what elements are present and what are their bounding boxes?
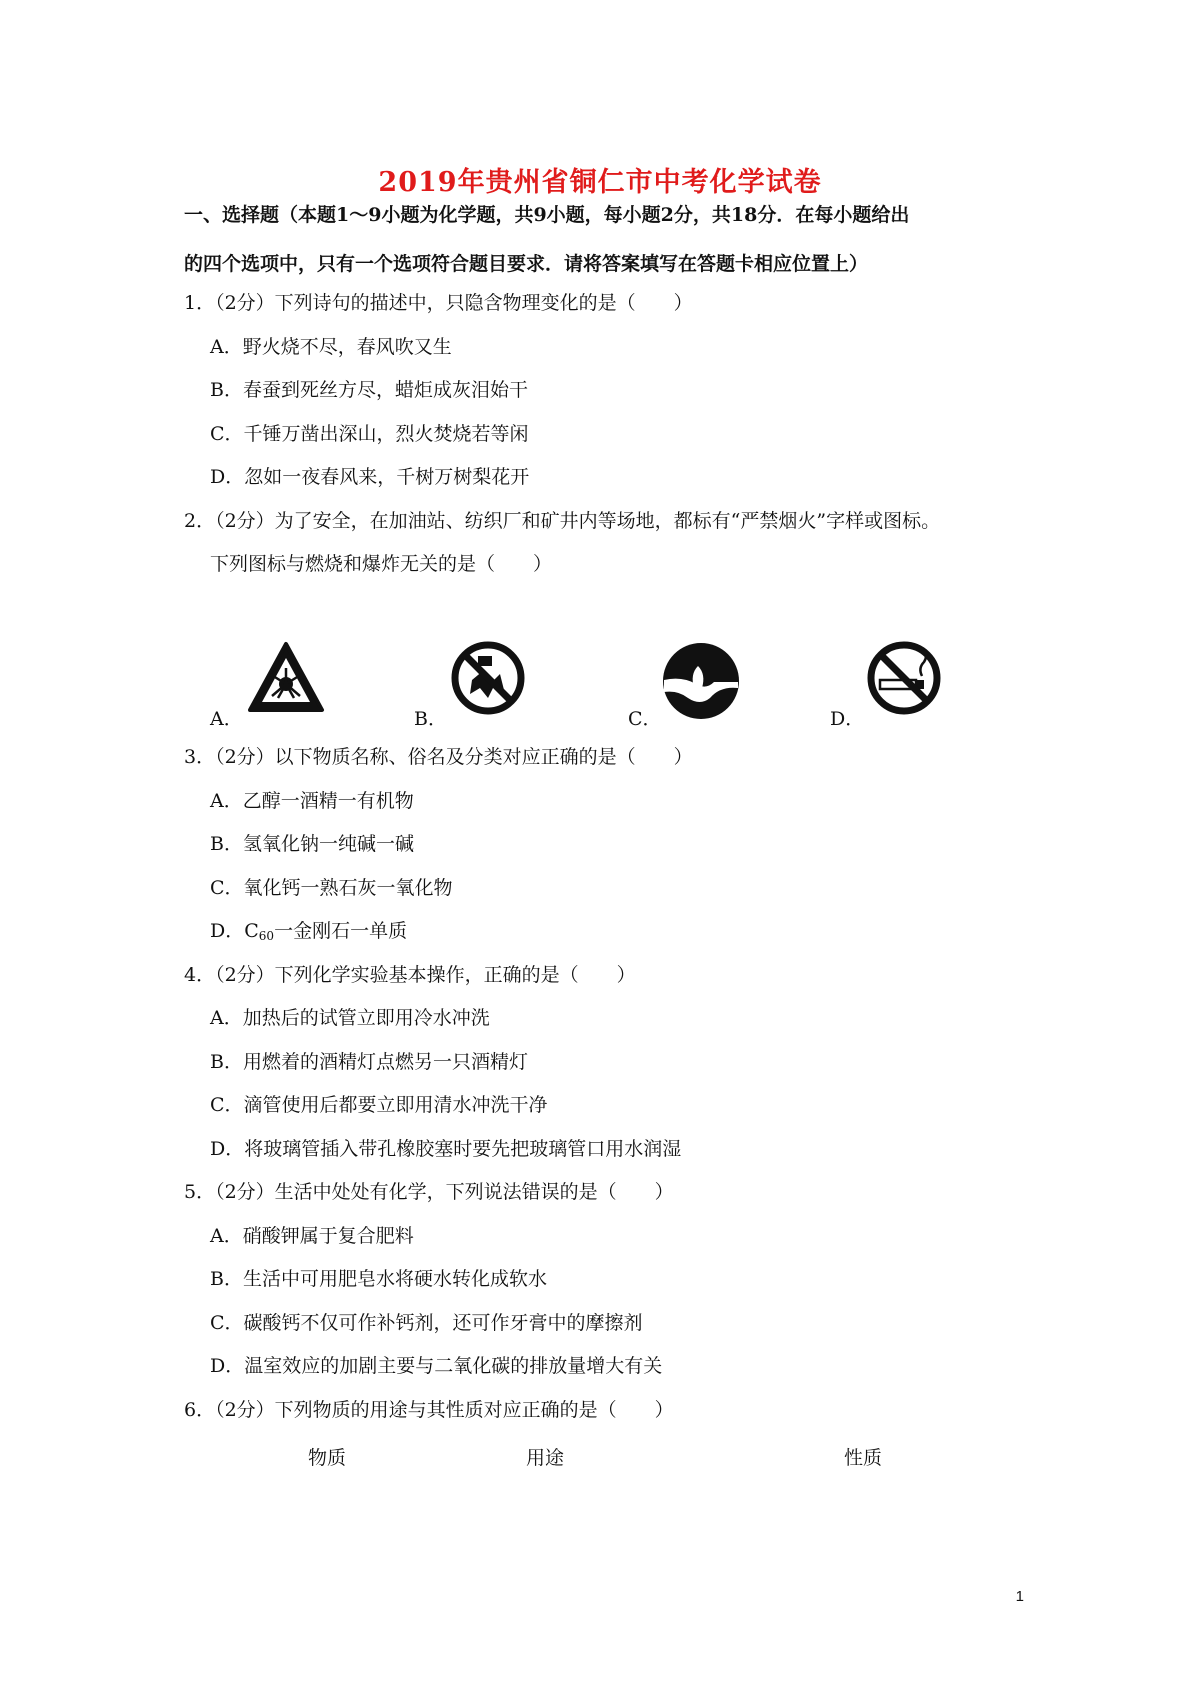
question-6-stem: 6．（2分）下列物质的用途与其性质对应正确的是（ ） — [184, 1399, 674, 1421]
no-smoking-icon — [866, 640, 942, 716]
question-3-option-d-subscript: 60 — [258, 929, 275, 943]
question-2-stem-cont: 下列图标与燃烧和爆炸无关的是（ ） — [210, 553, 553, 575]
exam-title: 2019年贵州省铜仁市中考化学试卷 — [378, 167, 822, 198]
question-3-option-a: A．乙醇一酒精一有机物 — [210, 790, 414, 812]
water-saving-icon — [660, 640, 742, 722]
question-3-option-b: B．氢氧化钠一纯碱一碱 — [210, 833, 414, 855]
question-2-label-b: B． — [414, 708, 447, 730]
question-5-option-b: B．生活中可用肥皂水将硬水转化成软水 — [210, 1268, 547, 1290]
question-1-option-d: D．忽如一夜春风来，千树万树梨花开 — [210, 466, 530, 488]
question-3-stem: 3．（2分）以下物质名称、俗名及分类对应正确的是（ ） — [184, 746, 693, 768]
question-1-option-b: B．春蚕到死丝方尽，蜡炬成灰泪始干 — [210, 379, 528, 401]
question-2-label-c: C． — [628, 708, 662, 730]
section-heading-line-2: 的四个选项中，只有一个选项符合题目要求．请将答案填写在答题卡相应位置上） — [184, 253, 869, 275]
question-4-option-b: B．用燃着的酒精灯点燃另一只酒精灯 — [210, 1051, 528, 1073]
question-5-stem: 5．（2分）生活中处处有化学，下列说法错误的是（ ） — [184, 1181, 674, 1203]
page-number: 1 — [1015, 1588, 1024, 1605]
question-1-option-a: A．野火烧不尽，春风吹又生 — [210, 336, 452, 358]
question-3-option-d — [210, 917, 407, 950]
question-2-label-d: D． — [830, 708, 865, 730]
question-5-option-c: C．碳酸钙不仅可作补钙剂，还可作牙膏中的摩擦剂 — [210, 1312, 643, 1334]
question-4-option-c: C．滴管使用后都要立即用清水冲洗干净 — [210, 1094, 548, 1116]
question-4-option-a: A．加热后的试管立即用冷水冲洗 — [210, 1007, 490, 1029]
no-explosives-icon — [450, 640, 526, 716]
table-header-use: 用途 — [526, 1447, 565, 1469]
table-header-property: 性质 — [844, 1447, 883, 1469]
question-3-option-d-suffix: 一金刚石一单质 — [274, 920, 408, 942]
question-2-label-a: A． — [210, 708, 243, 730]
question-2-stem: 2．（2分）为了安全，在加油站、纺织厂和矿井内等场地，都标有“严禁烟火”字样或图标。 — [184, 510, 941, 532]
question-3-option-c: C．氧化钙一熟石灰一氧化物 — [210, 877, 453, 899]
question-5-option-d: D．温室效应的加剧主要与二氧化碳的排放量增大有关 — [210, 1355, 663, 1377]
question-1-stem: 1．（2分）下列诗句的描述中，只隐含物理变化的是（ ） — [184, 292, 693, 314]
explosion-warning-icon — [246, 640, 326, 716]
question-4-stem: 4．（2分）下列化学实验基本操作，正确的是（ ） — [184, 964, 636, 986]
section-heading-line-1: 一、选择题（本题1～9小题为化学题，共9小题，每小题2分，共18分．在每小题给出 — [184, 204, 910, 226]
question-3-option-d-prefix: D．C — [210, 920, 259, 942]
question-1-option-c: C．千锤万凿出深山，烈火焚烧若等闲 — [210, 423, 529, 445]
question-4-option-d: D．将玻璃管插入带孔橡胶塞时要先把玻璃管口用水润湿 — [210, 1138, 682, 1160]
table-header-substance: 物质 — [308, 1447, 347, 1469]
section-heading — [184, 191, 1044, 289]
question-5-option-a: A．硝酸钾属于复合肥料 — [210, 1225, 414, 1247]
